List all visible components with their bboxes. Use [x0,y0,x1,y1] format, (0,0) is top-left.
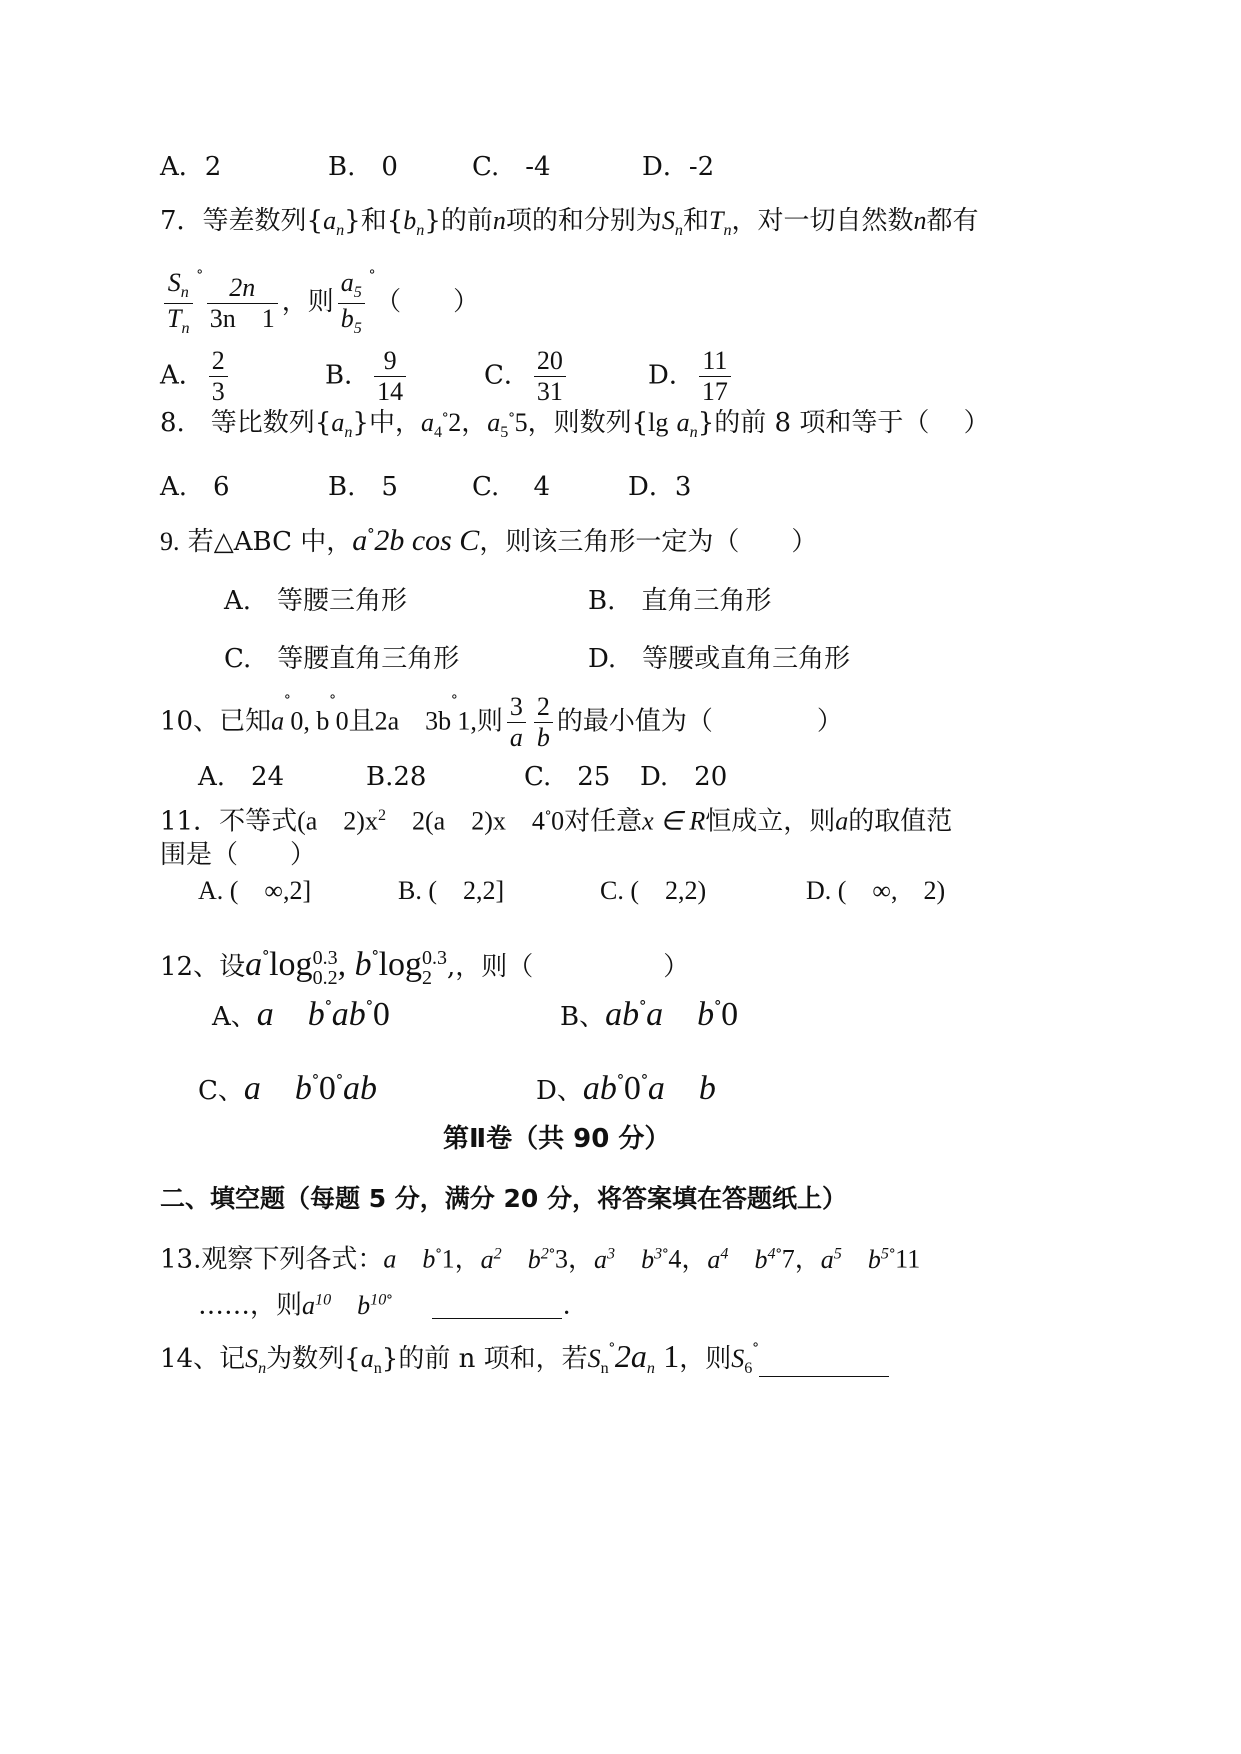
q9-option-c: C. 等腰直角三角形 [224,644,460,674]
q11-option-d: D. ( ∞, 2) [806,876,946,905]
q7-option-b: B． $\frac{9}{14}$ [325,346,410,407]
q8-option-c: C. 4 [472,472,551,502]
q12-option-c: C、a $b^ᐤ0^ᐤab$ [198,1070,377,1107]
q12-option-a: A、a $b^ᐤab^ᐤ0$ [212,996,390,1033]
section-fill-in-heading: 二、填空题（每题 5 分，满分 20 分，将答案填在答题纸上） [160,1184,848,1213]
q7-ratio-fraction: $\frac{S_n}{T_n}$ [164,268,193,338]
q9-option-d: D. 等腰或直角三角形 [588,644,851,674]
q7-formula-fraction: $\frac{2n}{3n 1}$ [207,273,278,334]
q10-option-a: A. 24 [198,762,285,792]
q6-option-a: A．2 [160,152,222,182]
q6-option-b: B. 0 [328,152,398,182]
q12-option-b: B、$ab^ᐤa$ $b^ᐤ0$ [560,996,739,1033]
q10-option-c: C. 25 [524,762,611,792]
q6-option-c: C. -4 [472,152,551,182]
q13-line1: 13.观察下列各式：a $b^ᐤ1$，$a^2$ $b^{2ᐤ}3$，$a^3$ $b^{3ᐤ}4$，$a^4$ $b^{4ᐤ}7$，$a^5$ $b^{5ᐤ}11$ [160,1244,921,1275]
q7-a5-b5-fraction: $\frac{a_5}{b_5}$ [338,268,365,338]
q13-answer-blank[interactable] [432,1294,562,1319]
q9-option-b: B. 直角三角形 [588,586,772,616]
q7-option-d: D． $\frac{11}{17}$ [648,346,735,407]
q6-option-d: D．-2 [642,152,715,182]
q8-option-b: B. 5 [328,472,398,502]
q12-option-d: D、$ab^ᐤ0^ᐤa$ b [536,1070,716,1107]
q11-option-c: C. ( 2,2) [600,876,707,905]
q11-line1: 11．不等式(a $2)x^2$ 2(a 2)x $4^ᐤ0$对任意x ∈ R恒成立，则a的取值范 [160,806,953,837]
q11-option-a: A. ( ∞,2] [198,876,312,905]
q13-line2: ……，则$a^{10}$ $b^{10ᐤ}$ . [198,1290,571,1321]
q9-line: 9. 若△ABC 中，$a^ᐤ2b$ cos C，则该三角形一定为（ ） [160,524,818,557]
q10-option-d: D. 20 [640,762,728,792]
q7-line1: 7．等差数列$\{a_n\}$和$\{b_n\}$的前n项的和分别为$S_n$和$T_n$，对一切自然数n都有 [160,206,979,240]
q12-line: 12、设$a^ᐤ\log$ 0.3 0.2 , $b^ᐤ\log$ 0.3 2 ,，则（ ） [160,946,690,989]
q7-option-c: C． $\frac{20}{31}$ [484,346,570,407]
q10-option-b: B.28 [366,762,427,792]
q14-line: 14、记$S_n$为数列$\{a_n\}$的前 n 项和，若$S_n^ᐤ2a_n$ 1，则$S_6^ᐤ$ [160,1340,889,1377]
q8-option-d: D．3 [628,472,692,502]
q8-line: 8. 等比数列$\{a_n\}$中，$a_4^ᐤ2$，$a_5^ᐤ5$，则数列{lg $a_n$}的前 8 项和等于（ ） [160,408,990,442]
q7-line2: $\frac{S_n}{T_n}$ $^ᐤ$ $\frac{2n}{3n 1}$ ，则 $\frac{a_5}{b_5}$ $^ᐤ$（ ） [160,268,479,338]
q9-option-a: A. 等腰三角形 [224,586,408,616]
q8-option-a: A. 6 [160,472,230,502]
q10-line: 10、已知$a^ᐤ0$, $b^ᐤ0$且2a $3b^ᐤ1$,则 $\frac{3}{a}$ $\frac{2}{b}$ 的最小值为（ ） [160,690,843,752]
q7-option-a: A． $\frac{2}{3}$ [160,346,232,407]
part2-title: 第Ⅱ卷（共 90 分） [443,1124,671,1154]
q11-option-b: B. ( 2,2] [398,876,505,905]
q14-answer-blank[interactable] [759,1352,889,1377]
q11-line2: 围是（ ） [160,840,317,870]
